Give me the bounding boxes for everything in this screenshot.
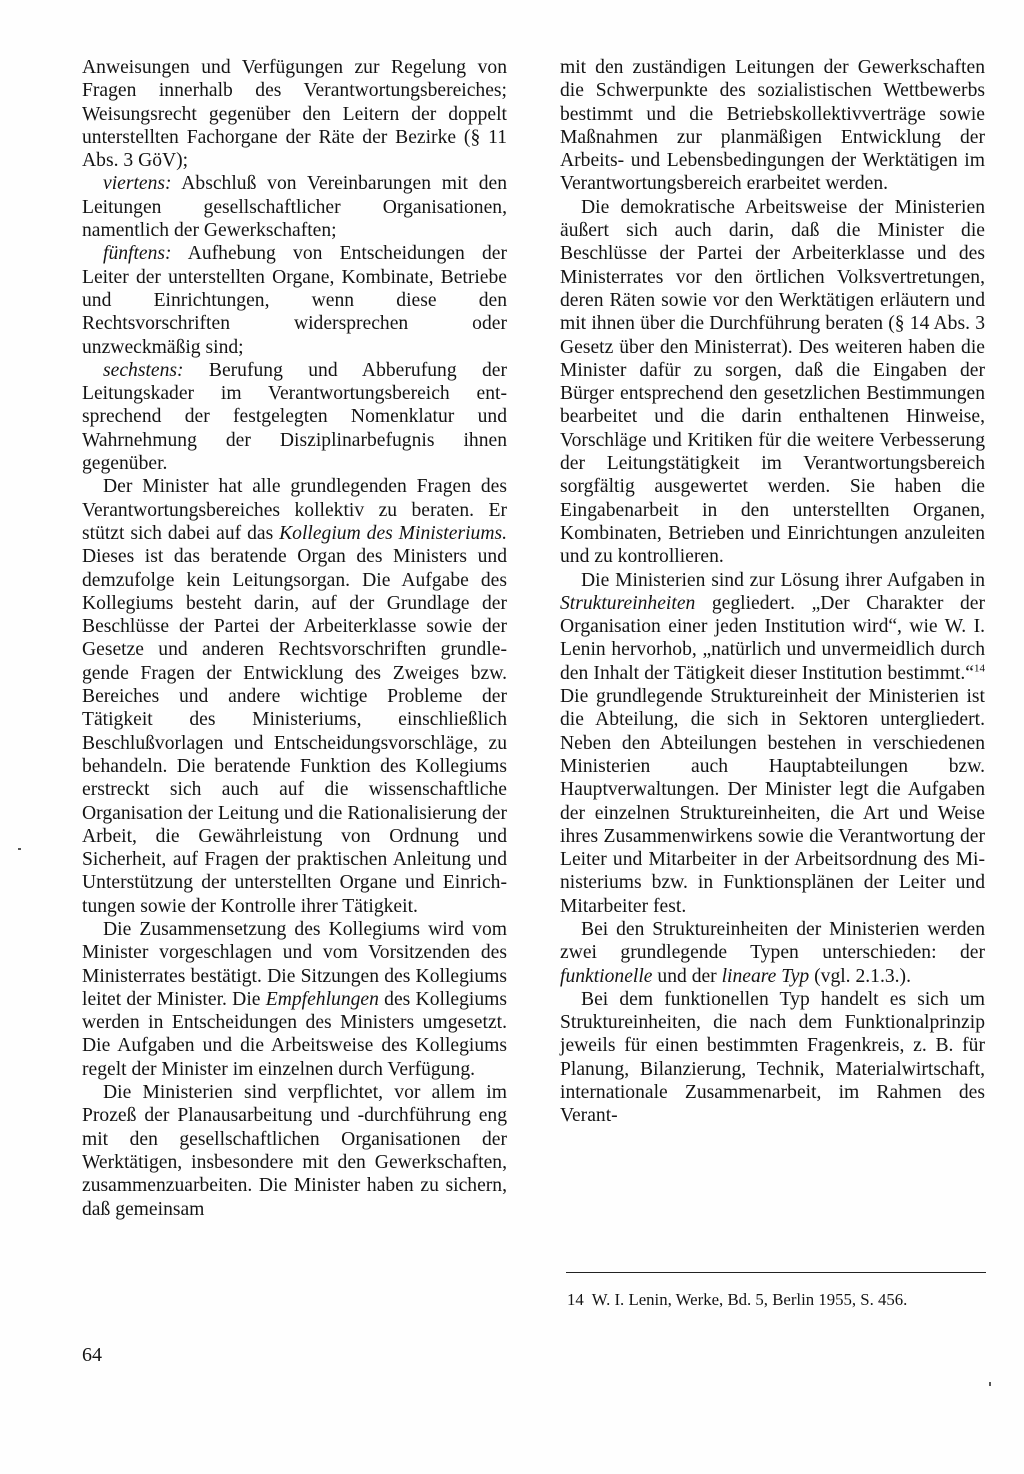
right-column [560, 56, 985, 1128]
footnote [567, 1290, 987, 1310]
paragraph-demokratische-arbeitsweise: Die demokratische Arbeitsweise der Ministerien äußert sich auch darin, daß die Minister die Beschlüsse der Partei der Arbeiterklasse und des Ministerrates vor den örtlichen Volksvertretungen, deren Räten sowie vor den Werktätigen erläutern und mit ihnen über die Durchführung beraten (§ 14 Abs. 3 Gesetz über den Ministerrat). Des weiteren haben die Minister dafür zu sorgen, daß die Eingaben der Bürger entsprechend den gesetzlichen Bestimmungen bearbeitet und die darin enthaltenen Hinweise, Vorschläge und Kritiken für die weitere Verbesserung der Leitungstätigkeit im Verantwortungsbereich sorgfältig ausgewertet werden. Sie haben die Eingabenarbeit in den unterstellten Organen, Kombinaten, Betrieben und Einrichtungen anzuleiten und zu kontrollieren. [560, 196, 985, 568]
footnote-number: 14 [567, 1290, 584, 1309]
emphasis-term: funktionelle [560, 965, 653, 987]
paragraph-sechstens: sechstens: Berufung und Abberufung der Leitungskader im Verantwortungsbereich entsprechend der festgelegten Nomenklatur und Wahrnehmung der Disziplinarbefugnis ihnen gegenüber. [82, 359, 507, 475]
left-column [82, 56, 507, 1221]
emphasis-term: Kollegium des Ministeriums. [279, 522, 507, 544]
paragraph-zusammensetzung: Die Zusammensetzung des Kollegiums wird vom Minister vorgeschlagen und vom Vorsitzenden des Ministerrates bestätigt. Die Sitzungen des Kollegiums leitet der Minister. Die Empfehlungen des Kollegiums werden in Entscheidungen des Ministers umgesetzt. Die Aufgaben und die Arbeitsweise des Kollegiums regelt der Minister im einzelnen durch Verfügung. [82, 918, 507, 1080]
footnote-text: W. I. Lenin, Werke, Bd. 5, Berlin 1955, S. 456. [591, 1290, 908, 1309]
paragraph-viertens: viertens: Abschluß von Vereinbarungen mit den Leitungen gesellschaftlicher Organisationen, namentlich der Gewerkschaften; [82, 173, 507, 242]
page-number: 64 [82, 1344, 102, 1366]
paragraph-verpflichtung: Die Ministerien sind verpflichtet, vor allem im Prozeß der Planausarbeitung und -durchführung eng mit den gesellschaftlichen Organisationen der Werktätigen, insbesondere mit den Gewerkschaften, zusammenzuarbeiten. Die Minister haben zu sichern, daß gemeinsam [82, 1082, 507, 1220]
footnote-reference: 14 [974, 662, 985, 675]
paragraph-fuenftens: fünftens: Aufhebung von Entscheidungen der Leiter der unterstellten Organe, Kombinate, Betriebe und Einrichtungen, wenn diese den Rechtsvorschriften widersprechen oder unzweckmäßig sind; [82, 243, 507, 358]
enumeration-label: fünftens: [103, 243, 172, 265]
paragraph-typen: Bei den Struktureinheiten der Ministerien werden zwei grundlegende Typen unterschieden: der funktionelle und der lineare Typ (vgl. 2.1.3.). [560, 918, 985, 987]
paragraph-continuation: Anweisungen und Verfügungen zur Regelung von Fragen innerhalb des Verantwortungsbereiches; Weisungsrecht gegenüber den Leitern der doppelt unterstellten Fachorgane der Räte der Bezirke (§ 11 Abs. 3 GöV); [82, 57, 507, 172]
emphasis-term: Empfehlungen [265, 988, 379, 1010]
paragraph-funktioneller-typ: Bei dem funktionellen Typ handelt es sich um Struktureinheiten, die nach dem Funktionalprinzip jeweils für einen bestimmten Fragenkreis, z. B. für Planung, Bilanzierung, Technik, Materialwirtschaft, internationale Zusammenarbeit, im Rahmen des Verant- [560, 988, 985, 1127]
emphasis-term: lineare Typ [721, 965, 810, 987]
emphasis-term: Struktureinheiten [560, 592, 696, 614]
enumeration-label: sechstens: [103, 359, 184, 381]
paragraph-struktureinheiten: Die Ministerien sind zur Lösung ihrer Aufgaben in Struktureinheiten gegliedert. „Der Charakter der Organisation einer jeden Institution wird“, wie W. I. Lenin hervorhob, „natürlich und unvermeidlich durch den Inhalt der Tätigkeit dieser Institution bestimmt.“$^{14}$ Die grundlegende Struktureinheit der Ministerien ist die Abteilung, die sich in Sektoren untergliedert. Neben den Abteilungen bestehen in verschiedenen Ministerien auch Hauptabteilungen bzw. Hauptverwaltungen. Der Minister legt die Aufgaben der einzelnen Struktureinheiten, die Art und Weise ihres Zusammenwirkens sowie die Verantwortung der Leiter und Mitarbeiter in der Arbeitsordnung des Ministeriums bzw. in Funktionsplänen der Leiter und Mitarbeiter fest. [560, 569, 985, 917]
paragraph-continuation: mit den zuständigen Leitungen der Gewerkschaften die Schwerpunkte des sozialistischen Wettbewerbs bestimmt und die Betriebskollektivverträge sowie Maßnahmen zur planmäßigen Entwicklung der Arbeits- und Lebensbedingungen der Werktätigen im Verantwortungsbereich erarbeitet werden. [560, 57, 985, 195]
enumeration-label: viertens: [103, 173, 172, 195]
paragraph-kollegium: Der Minister hat alle grundlegenden Fragen des Verantwortungsbereiches kollektiv zu beraten. Er stützt sich dabei auf das Kollegium des Ministeriums. Dieses ist das beratende Organ des Ministers und demzufolge kein Leitungsorgan. Die Aufgabe des Kollegiums besteht darin, auf der Grundlage der Beschlüsse der Partei der Arbeiterklasse sowie der Gesetze und anderen Rechtsvorschriften grundlegende Fragen der Entwicklung des Zweiges bzw. Bereiches und andere wichtige Probleme der Tätigkeit des Ministeriums, einschließlich Beschlußvorlagen und Entscheidungsvorschläge, zu behandeln. Die beratende Funktion des Kollegiums erstreckt sich auch auf die wissenschaftliche Organisation der Leitung und die Rationalisierung der Arbeit, die Gewährleistung von Ordnung und Sicherheit, auf Fragen der praktischen Anleitung und Unterstützung der unterstellten Organe und Einrichtungen sowie der Kontrolle ihrer Tätigkeit. [82, 476, 507, 917]
footnote-divider [566, 1272, 986, 1273]
